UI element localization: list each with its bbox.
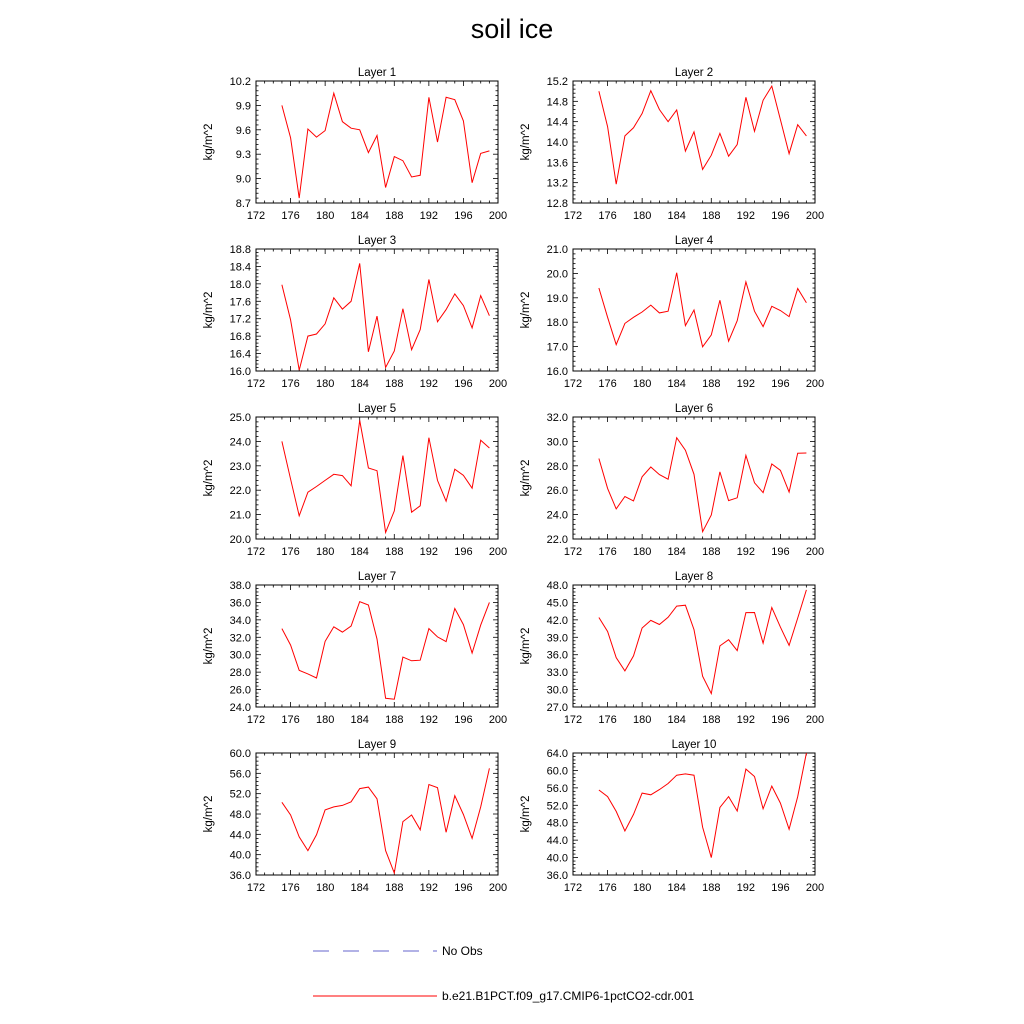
y-tick-label: 36.0 — [229, 597, 251, 610]
x-tick-label: 184 — [667, 882, 686, 894]
x-tick-label: 200 — [488, 210, 508, 222]
y-axis-label: kg/m^2 — [520, 291, 532, 329]
panel-title: Layer 8 — [674, 571, 714, 583]
y-tick-label: 25.0 — [229, 412, 251, 424]
panel-layer-8 — [520, 571, 824, 726]
y-tick-label: 52.0 — [546, 800, 568, 813]
x-tick-label: 184 — [350, 714, 369, 726]
legend-label: b.e21.B1PCT.f09_g17.CMIP6-1pctCO2-cdr.001 — [442, 989, 695, 1003]
y-tick-label: 44.0 — [546, 835, 568, 848]
y-axis-label: kg/m^2 — [520, 459, 532, 497]
y-tick-label: 34.0 — [229, 614, 251, 627]
y-tick-label: 9.6 — [235, 124, 251, 137]
series-line — [599, 753, 807, 858]
x-tick-label: 192 — [419, 714, 439, 726]
panel-title: Layer 9 — [357, 739, 397, 751]
x-tick-label: 180 — [632, 378, 652, 390]
legend-label: No Obs — [442, 944, 483, 958]
y-tick-label: 39.0 — [546, 632, 568, 645]
series-line — [282, 602, 490, 700]
y-tick-label: 38.0 — [229, 580, 251, 592]
x-tick-label: 188 — [385, 882, 404, 894]
y-tick-label: 18.8 — [229, 244, 251, 256]
x-tick-label: 192 — [736, 714, 756, 726]
y-tick-label: 27.0 — [546, 702, 568, 714]
y-tick-label: 56.0 — [546, 782, 568, 795]
plot-frame — [256, 753, 498, 875]
x-tick-label: 172 — [563, 210, 583, 222]
x-tick-label: 176 — [281, 546, 300, 558]
x-tick-label: 200 — [805, 546, 825, 558]
y-tick-label: 28.0 — [546, 460, 568, 473]
panel-layer-6 — [520, 403, 824, 558]
y-tick-label: 28.0 — [229, 667, 251, 680]
x-tick-label: 192 — [736, 882, 756, 894]
x-tick-label: 172 — [246, 378, 266, 390]
x-tick-label: 196 — [454, 378, 473, 390]
x-tick-label: 200 — [488, 546, 508, 558]
y-tick-label: 17.2 — [229, 313, 251, 326]
x-tick-label: 184 — [667, 546, 686, 558]
x-tick-label: 176 — [281, 714, 300, 726]
x-tick-label: 176 — [281, 378, 300, 390]
x-tick-label: 176 — [598, 714, 617, 726]
y-axis-label: kg/m^2 — [203, 123, 215, 161]
x-tick-label: 172 — [246, 714, 266, 726]
y-tick-label: 42.0 — [546, 614, 568, 627]
y-tick-label: 33.0 — [546, 667, 568, 680]
x-tick-label: 172 — [563, 714, 583, 726]
y-tick-label: 45.0 — [546, 597, 568, 610]
x-tick-label: 172 — [246, 210, 266, 222]
y-tick-label: 18.0 — [546, 317, 568, 330]
x-tick-label: 180 — [315, 546, 335, 558]
y-tick-label: 24.0 — [229, 436, 251, 449]
x-tick-label: 184 — [350, 546, 369, 558]
x-tick-label: 196 — [454, 714, 473, 726]
y-tick-label: 16.0 — [546, 366, 568, 378]
y-tick-label: 12.8 — [546, 198, 568, 210]
x-tick-label: 196 — [771, 882, 790, 894]
y-tick-label: 36.0 — [546, 870, 568, 882]
panel-layer-2 — [520, 67, 824, 222]
x-tick-label: 192 — [419, 378, 439, 390]
x-tick-label: 200 — [805, 882, 825, 894]
y-axis-label: kg/m^2 — [520, 627, 532, 665]
y-tick-label: 20.0 — [229, 534, 251, 546]
x-tick-label: 200 — [488, 378, 508, 390]
y-tick-label: 40.0 — [229, 849, 251, 862]
x-tick-label: 184 — [350, 210, 369, 222]
x-tick-label: 196 — [771, 378, 790, 390]
x-tick-label: 200 — [805, 210, 825, 222]
x-tick-label: 172 — [563, 378, 583, 390]
y-tick-label: 40.0 — [546, 852, 568, 865]
series-line — [599, 590, 807, 694]
plot-frame — [256, 81, 498, 203]
x-tick-label: 176 — [281, 210, 300, 222]
x-tick-label: 188 — [702, 210, 721, 222]
panel-title: Layer 2 — [674, 67, 714, 79]
plot-frame — [573, 753, 815, 875]
x-tick-label: 192 — [736, 378, 756, 390]
y-tick-label: 18.4 — [229, 261, 251, 274]
x-tick-label: 188 — [702, 378, 721, 390]
y-axis-label: kg/m^2 — [520, 795, 532, 833]
series-line — [599, 438, 807, 532]
y-tick-label: 44.0 — [229, 829, 251, 842]
y-tick-label: 16.4 — [229, 348, 251, 361]
x-tick-label: 196 — [454, 210, 473, 222]
series-line — [282, 768, 490, 873]
y-tick-label: 21.0 — [229, 509, 251, 522]
y-tick-label: 8.7 — [235, 198, 251, 210]
y-tick-label: 48.0 — [546, 817, 568, 830]
x-tick-label: 188 — [385, 210, 404, 222]
x-tick-label: 184 — [667, 378, 686, 390]
y-tick-label: 30.0 — [546, 436, 568, 449]
plot-frame — [573, 585, 815, 707]
y-axis-label: kg/m^2 — [203, 627, 215, 665]
x-tick-label: 172 — [246, 882, 266, 894]
x-tick-label: 188 — [702, 714, 721, 726]
panel-title: Layer 3 — [357, 235, 397, 247]
plot-frame — [256, 417, 498, 539]
y-tick-label: 13.6 — [546, 157, 568, 170]
series-line — [282, 420, 490, 532]
y-tick-label: 24.0 — [546, 509, 568, 522]
y-tick-label: 48.0 — [546, 580, 568, 592]
x-tick-label: 192 — [736, 210, 756, 222]
y-tick-label: 15.2 — [546, 76, 568, 88]
y-tick-label: 56.0 — [229, 768, 251, 781]
x-tick-label: 176 — [598, 210, 617, 222]
plot-frame — [573, 417, 815, 539]
x-tick-label: 188 — [385, 714, 404, 726]
y-tick-label: 10.2 — [229, 76, 251, 88]
panel-layer-7 — [203, 571, 507, 726]
y-tick-label: 19.0 — [546, 292, 568, 305]
y-tick-label: 60.0 — [229, 748, 251, 760]
y-tick-label: 9.9 — [235, 100, 251, 113]
y-axis-label: kg/m^2 — [203, 459, 215, 497]
panel-title: Layer 10 — [671, 739, 717, 751]
x-tick-label: 172 — [563, 546, 583, 558]
x-tick-label: 200 — [488, 714, 508, 726]
x-tick-label: 196 — [454, 546, 473, 558]
y-tick-label: 48.0 — [229, 809, 251, 821]
y-tick-label: 17.6 — [229, 296, 251, 309]
y-tick-label: 52.0 — [229, 788, 251, 801]
panel-title: Layer 1 — [357, 67, 397, 79]
panel-title: Layer 6 — [674, 403, 714, 415]
panel-layer-10 — [520, 739, 824, 894]
x-tick-label: 176 — [598, 882, 617, 894]
panel-layer-9 — [203, 739, 507, 894]
x-tick-label: 180 — [315, 210, 335, 222]
plot-frame — [256, 585, 498, 707]
y-tick-label: 13.2 — [546, 177, 568, 190]
y-tick-label: 30.0 — [546, 684, 568, 697]
y-tick-label: 14.8 — [546, 96, 568, 109]
y-tick-label: 30.0 — [229, 649, 251, 662]
y-tick-label: 20.0 — [546, 268, 568, 281]
y-tick-label: 9.0 — [235, 173, 251, 186]
x-tick-label: 172 — [246, 546, 266, 558]
x-tick-label: 188 — [385, 378, 404, 390]
x-tick-label: 192 — [419, 546, 439, 558]
y-tick-label: 32.0 — [229, 632, 251, 645]
panel-layer-4 — [520, 235, 824, 390]
y-tick-label: 9.3 — [235, 149, 251, 162]
x-tick-label: 176 — [281, 882, 300, 894]
x-tick-label: 192 — [419, 210, 439, 222]
panel-layer-3 — [203, 235, 507, 390]
x-tick-label: 196 — [771, 546, 790, 558]
y-tick-label: 22.0 — [229, 485, 251, 498]
series-line — [599, 273, 807, 347]
x-tick-label: 172 — [563, 882, 583, 894]
series-line — [282, 93, 490, 198]
x-tick-label: 188 — [385, 546, 404, 558]
y-axis-label: kg/m^2 — [520, 123, 532, 161]
x-tick-label: 188 — [702, 546, 721, 558]
x-tick-label: 184 — [667, 210, 686, 222]
x-tick-label: 200 — [805, 714, 825, 726]
y-tick-label: 36.0 — [229, 870, 251, 882]
y-tick-label: 17.0 — [546, 341, 568, 354]
panel-title: Layer 4 — [674, 235, 714, 247]
y-tick-label: 36.0 — [546, 649, 568, 662]
y-tick-label: 23.0 — [229, 460, 251, 473]
x-tick-label: 176 — [598, 378, 617, 390]
x-tick-label: 192 — [736, 546, 756, 558]
y-tick-label: 26.0 — [229, 684, 251, 697]
y-tick-label: 18.0 — [229, 278, 251, 291]
panel-layer-5 — [203, 403, 507, 558]
y-axis-label: kg/m^2 — [203, 795, 215, 833]
page-title: soil ice — [470, 14, 554, 44]
y-tick-label: 26.0 — [546, 485, 568, 498]
y-tick-label: 14.4 — [546, 116, 568, 129]
x-tick-label: 200 — [488, 882, 508, 894]
plot-frame — [256, 249, 498, 371]
x-tick-label: 180 — [632, 882, 652, 894]
x-tick-label: 188 — [702, 882, 721, 894]
series-line — [599, 86, 807, 184]
x-tick-label: 180 — [315, 714, 335, 726]
y-tick-label: 64.0 — [546, 748, 568, 760]
y-tick-label: 32.0 — [546, 412, 568, 424]
x-tick-label: 200 — [805, 378, 825, 390]
y-tick-label: 24.0 — [229, 702, 251, 714]
plot-frame — [573, 81, 815, 203]
x-tick-label: 196 — [771, 714, 790, 726]
panel-layer-1 — [203, 67, 507, 222]
y-tick-label: 16.0 — [229, 366, 251, 378]
y-tick-label: 22.0 — [546, 534, 568, 546]
x-tick-label: 180 — [632, 714, 652, 726]
x-tick-label: 196 — [771, 210, 790, 222]
x-tick-label: 192 — [419, 882, 439, 894]
y-tick-label: 21.0 — [546, 244, 568, 256]
legend — [313, 944, 694, 1003]
x-tick-label: 184 — [350, 882, 369, 894]
x-tick-label: 180 — [632, 546, 652, 558]
x-tick-label: 180 — [632, 210, 652, 222]
y-axis-label: kg/m^2 — [203, 291, 215, 329]
x-tick-label: 184 — [350, 378, 369, 390]
x-tick-label: 180 — [315, 378, 335, 390]
x-tick-label: 196 — [454, 882, 473, 894]
panel-title: Layer 7 — [357, 571, 397, 583]
y-tick-label: 14.0 — [546, 137, 568, 149]
x-tick-label: 176 — [598, 546, 617, 558]
x-tick-label: 184 — [667, 714, 686, 726]
panel-title: Layer 5 — [357, 403, 397, 415]
y-tick-label: 16.8 — [229, 331, 251, 344]
series-line — [282, 263, 490, 370]
x-tick-label: 180 — [315, 882, 335, 894]
y-tick-label: 60.0 — [546, 765, 568, 778]
